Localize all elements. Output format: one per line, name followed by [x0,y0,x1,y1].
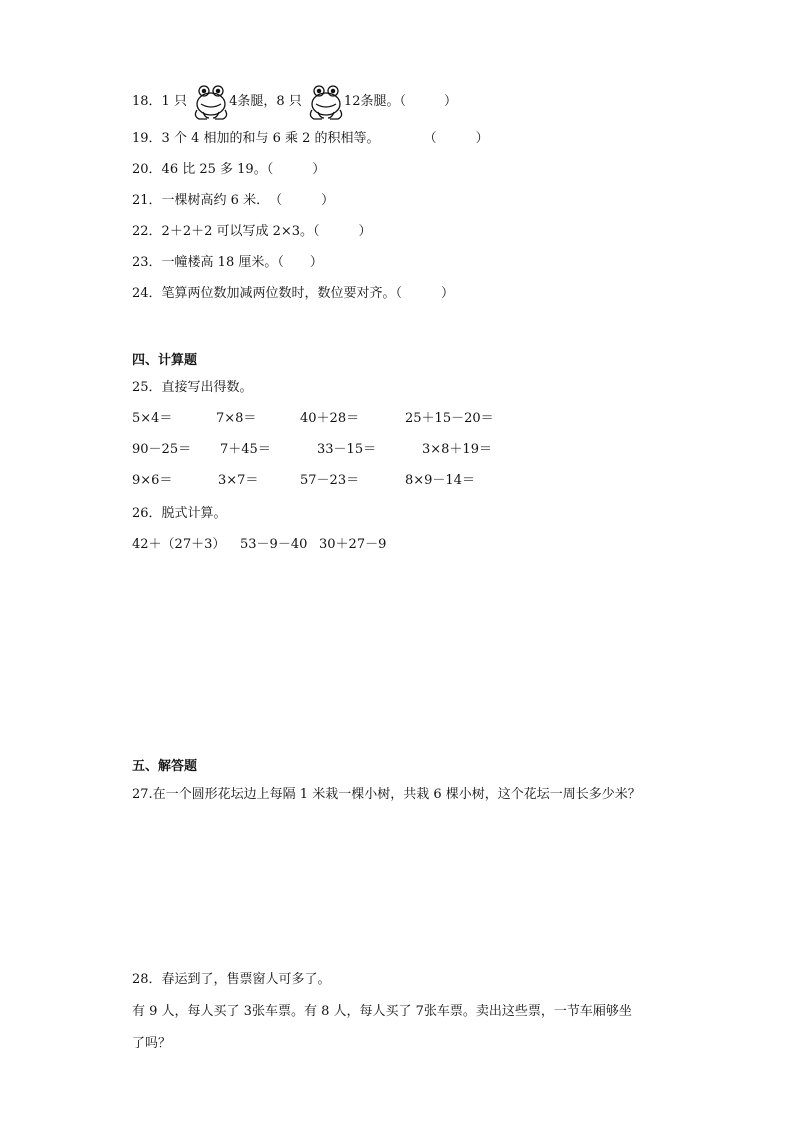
frog-icon [191,82,229,122]
question-18-text-d: ） [443,94,457,109]
calc-item: 25＋15－20＝ [405,411,494,426]
question-18-text-b: 4条腿，8 只 [229,94,302,109]
question-text: 3 个 4 相加的和与 6 乘 2 的积相等。 [161,131,380,146]
question-text: 一幢楼高 18 厘米。（ ） [161,255,323,270]
section-4-title: 四、计算题 [132,353,198,368]
question-number: 20． [132,162,162,177]
question-22 [132,223,372,241]
question-18-text-c: 12条腿。（ [343,94,406,109]
step-calc-item: 42＋（27＋3） [132,537,226,552]
question-21 [132,192,334,210]
question-23 [132,254,323,272]
question-27: 27.在一个圆形花坛边上每隔 1 米栽一棵小树，共栽 6 棵小树，这个花坛一周长多少米？ [132,787,641,802]
question-24 [132,285,454,303]
question-19 [132,130,489,148]
question-28-title: 28．春运到了，售票窗人可多了。 [132,972,331,987]
question-28-body: 有 9 人，每人买了 3张车票。有 8 人，每人买了 7张车票。卖出这些票，一节车厢够坐 [132,1004,632,1019]
frog-icon [306,82,344,122]
question-number: 23． [132,255,162,270]
calc-item: 5×4＝ [132,411,173,426]
question-number: 21． [132,193,162,208]
calc-item: 7×8＝ [216,411,257,426]
question-20 [132,161,325,179]
calc-item: 8×9－14＝ [405,473,475,488]
question-25: 25．直接写出得数。 [132,380,253,395]
question-28-body-cont: 了吗？ [132,1036,172,1051]
question-text: 46 比 25 多 19。（ ） [161,162,326,177]
question-number: 19． [132,131,162,146]
step-calc-item: 53－9－40 [240,537,308,552]
calc-item: 3×7＝ [218,473,259,488]
answer-paren[interactable]: （ ） [423,131,489,146]
calc-item: 3×8＋19＝ [422,442,492,457]
question-number: 18． [132,94,162,109]
calc-item: 7＋45＝ [220,442,271,457]
question-18-text-a: 1 只 [161,94,187,109]
calc-item: 9×6＝ [132,473,173,488]
step-calc-item: 30＋27－9 [319,537,387,552]
question-number: 24． [132,286,162,301]
calc-item: 90－25＝ [132,442,192,457]
calc-item: 57－23＝ [300,473,360,488]
question-text: 2＋2＋2 可以写成 2×3。（ ） [161,224,372,239]
question-26: 26．脱式计算。 [132,506,227,521]
calc-item: 40＋28＝ [300,411,360,426]
question-text: 一棵树高约 6 米． （ ） [161,193,335,208]
question-number: 22． [132,224,162,239]
question-text: 笔算两位数加减两位数时，数位要对齐。（ ） [161,286,455,301]
question-18 [132,82,457,122]
calc-item: 33－15＝ [317,442,377,457]
section-5-title: 五、解答题 [132,759,198,774]
